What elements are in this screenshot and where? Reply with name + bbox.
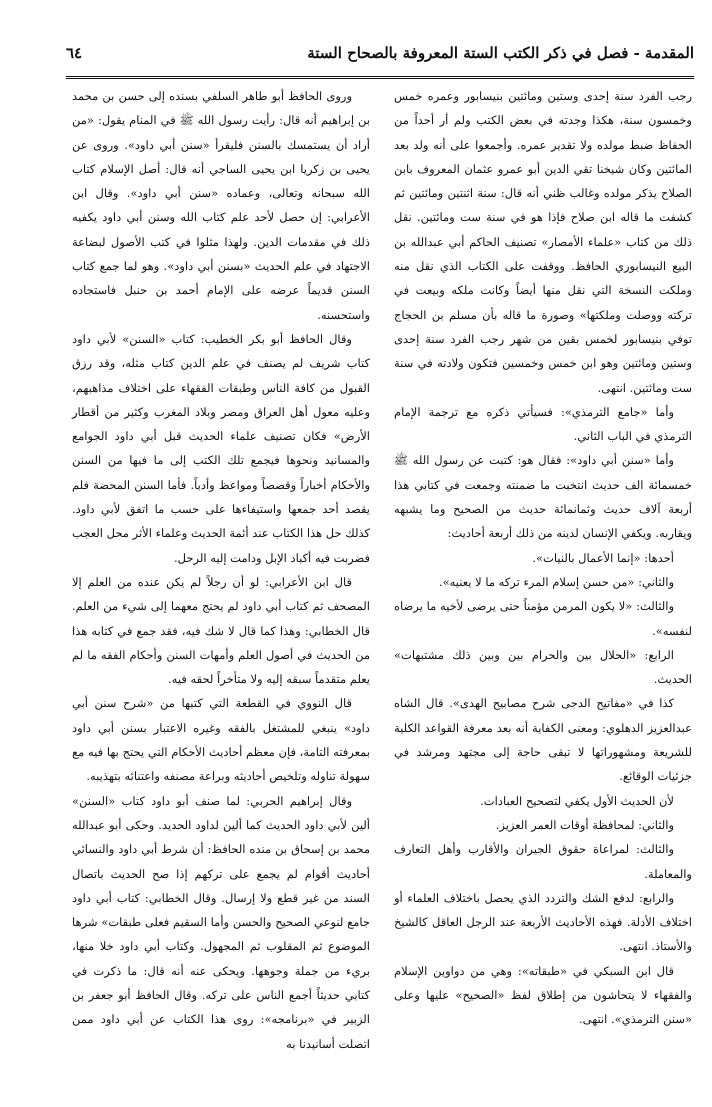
paragraph: والثاني: «من حسن إسلام المرء تركه ما لا يعنيه». <box>438 574 674 589</box>
page-number: ٦٤ <box>66 44 83 62</box>
right-column <box>394 84 692 1094</box>
paragraph: أحدها: «إنما الأعمال بالنيات». <box>532 550 674 565</box>
page-header <box>66 40 694 70</box>
paragraph: والثالث: «لا يكون المرمن مؤمناً حتى يرضى لأخيه ما يرضاه لنفسه». <box>394 599 692 638</box>
paragraph: والرابع: لدفع الشك والتردد الذي يحصل باختلاف العلماء أو اختلاف الأدلة. فهذه الأحاديث الأربعة عند الرجل العاقل كالشيخ والأستاذ. انتهى. <box>394 890 692 954</box>
left-column <box>72 84 370 1094</box>
paragraph: وقال إبراهيم الحربي: لما صنف أبو داود كتاب «السنن» ألين لأبي داود الحديث كما ألين لداود الحديد. وحكى أبو عبدالله محمد بن إسحاق بن منده الحافظ: أن شرط أبي داود والنسائي أحاديث أقوام لم يجمع على تركهم إذا صح الحديث باتصال السند من غير قطع ولا إرسال. وقال الخطابي: كتاب أبي داود جامع لنوعي الصحيح والحسن وأما السقيم فعلى طبقات» شرها الموضوع ثم المقلوب ثم المجهول. وكتاب أبي داود خلا منها، بريء من جملة وجوهها. ويحكى عنه أنه قال: ما ذكرت في كتابي حديثاً أجمع الناس على تركه. وقال الحافظ أبو جعفر بن الزبير في «برنامجه»: روى هذا الكتاب عن أبي داود ممن اتصلت أسانيدنا به <box>72 793 370 1051</box>
paragraph: وروى الحافظ أبو طاهر السلفي بسنده إلى حسن بن محمد بن إبراهيم أنه قال: رأيت رسول الله ﷺ في المنام يقول: «من أراد أن يستمسك بالسنن فليقرأ «سنن أبي داود». وروى عن يحيى بن زكريا ابن يحيى الساجي أنه قال: أصل الإسلام كتاب الله سبحانه وتعالى، وعماده «سنن أبي داود». وقال ابن الأعرابي: إن حصل لأحد علم كتاب الله وسنن أبي داود يكفيه ذلك في مقدمات الدين. ولهذا مثلوا في كتب الأصول لبضاعة الاجتهاد في علم الحديث «بسنن أبي داود». وهو لما جمع كتاب السنن قديماً عرضه على الإمام أحمد بن حنبل فاستجاده واستحسنه. <box>72 89 370 322</box>
paragraph: قال ابن الأعرابي: لو أن رجلاً لم يكن عنده من العلم إلا المصحف ثم كتاب أبي داود لم يحتج معهما إلى شيء من العلم. قال الخطابي: وهذا كما قال لا شك فيه، فقد جمع في كتابه هذا من الحديث في أصول العلم وأمهات السنن وأحكام الفقه ما لم يعلم متقدماً سبقه إليه ولا متأخراً لحقه فيه. <box>72 574 370 687</box>
paragraph: وأما «سنن أبي داود»: فقال هو: كتبت عن رسول الله ﷺ خمسمائة الف حديث انتخبت ما ضمنته وجمعت في كتابي هذا أربعة آلاف حديث وثمانمائة حديث من الصحيح وما يشبهه ويقاربه. ويكفي الإنسان لدينه من ذلك أربعة أحاديث: <box>394 453 692 541</box>
paragraph: والثالث: لمراعاة حقوق الجيران والأقارب وأهل التعارف والمعاملة. <box>394 842 692 881</box>
paragraph: وقال الحافظ أبو بكر الخطيب: كتاب «السنن» لأبي داود كتاب شريف لم يصنف في علم الدين كتاب مثله، وقد رزق القبول من كافة الناس وطبقات الفقهاء على اختلاف مذاهبهم، وعليه معول أهل العراق ومصر وبلاد المغرب وكثير من أقطار الأرض» فكان تصنيف علماء الحديث قبل أبي داود الجوامع والمسانيد ونحوها فيجمع تلك الكتب إلى ما فيها من السنن والأحكام أخباراً وقصصاً ومواعظ وأدباً. فأما السنن المحضة فلم يقصد أحد جمعها واستيفاءها على حسب ما اتفق لأبي داود. كذلك حل هذا الكتاب عند أئمة الحديث وعلماء الأثر محل العجب فضربت فيه أكباد الإبل ودامت إليه الرحل. <box>72 331 370 565</box>
paragraph: وأما «جامع الترمذي»: فسيأتي ذكره مع ترجمة الإمام الترمذي في الباب الثاني. <box>394 404 692 444</box>
header-rule <box>66 76 694 79</box>
running-title: المقدمة - فصل في ذكر الكتب الستة المعروفة بالصحاح الستة <box>307 44 694 62</box>
paragraph: والثاني: لمحافظة أوقات العمر العزيز. <box>495 817 674 832</box>
paragraph: قال النووي في القطعة التي كتبها من «شرح سنن أبي داود» ينبغي للمشتغل بالفقه وغيره الاعتبار بسنن أبي داود بمعرفته التامة، فإن معظم أحاديث الأحكام التي يحتج بها فيه مع سهولة تناوله وتلخيص أحاديثه وبراعة مصنفه واعتنائه بتهذيبه. <box>72 696 370 784</box>
text-columns <box>72 84 692 1094</box>
paragraph: الرابع: «الحلال بين والحرام بين وبين ذلك مشتبهات» الحديث. <box>394 647 692 687</box>
paragraph: قال ابن السبكي في «طبقاته»: وهي من دواوين الإسلام والفقهاء لا يتحاشون من إطلاق لفظ «الصحيح» عليها وعلى «سنن الترمذي». انتهى. <box>394 963 692 1027</box>
paragraph: رجب الفرد سنة إحدى وستين ومائتين بنيسابور وعمره خمس وخمسون سنة، هكذا وجدته في بعض الكتب ولم أر أحداً من الحفاظ ضبط مولده ولا تقدير عمره. وأجمعوا على أنه ولد بعد المائتين وكان شيخنا تقي الدين أبو عمرو عثمان المعروف بابن الصلاح يذكر مولده وغالب ظني أنه قال: سنة اثنتين ومائتين ثم كشفت ما قاله ابن صلاح فإذا هو في سنة ست ومائتين. نقل ذلك من كتاب «علماء الأمصار» تصنيف الحاكم أبي عبدالله بن البيع النيسابوري الحافظ. ووقفت على الكتاب الذي نقل منه وملكت النسخة التي نقل منها أيضاً وكانت ملكه وبيعت في تركته ووصلت وملكتها» وصورة ما قاله بأن مسلم بن الحجاج توفي بنيسابور لخمس بقين من شهر رجب الفرد سنة إحدى وستين ومائتين وهو ابن خمس وخمسين فتكون ولادته في سنة ست ومائتين. انتهى. <box>394 89 692 395</box>
paragraph: كذا في «مفاتيح الدجى شرح مصابيح الهدى». قال الشاه عبدالعزيز الدهلوي: ومعنى الكفاية أنه بعد معرفة القواعد الكلية للشريعة ومشهوراتها لا تبقى حاجة إلى مجتهد ومرشد في جزئيات الوقائع. <box>394 696 692 784</box>
paragraph: لأن الحديث الأول يكفي لتصحيح العبادات. <box>480 793 674 808</box>
